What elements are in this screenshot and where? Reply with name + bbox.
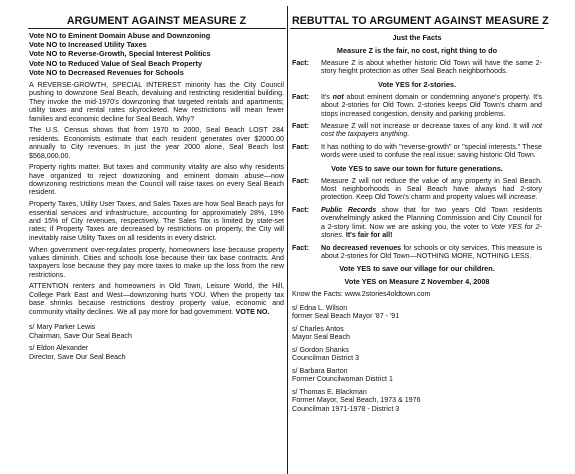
signer-title: Mayor Seal Beach (292, 333, 350, 342)
signer-name: s/ Thomas E. Blackman (292, 387, 367, 396)
vote-yes-date: Vote YES on Measure Z November 4, 2008 (344, 277, 490, 287)
fact-emphasis: No decreased revenues (321, 243, 402, 252)
fact-text (321, 93, 542, 118)
signer-name: s/ Mary Parker Lewis (29, 323, 96, 332)
vote-yes-2-stories: Vote YES for 2-stories. (378, 79, 456, 89)
signer-title: Former Mayor, Seal Beach, 1973 & 1976 (292, 396, 421, 405)
signer-block (292, 388, 542, 414)
just-facts-heading: Just the Facts (392, 33, 442, 42)
fair-subheading: Measure Z is the fair, no cost, right thing to do (336, 46, 498, 55)
vote-no-item: Vote NO to Reverse-Growth, Special Interest Politics (29, 49, 211, 59)
signer-name: s/ Eldon Alexander (29, 344, 89, 353)
fact-item (292, 93, 542, 118)
signer-name: s/ Edna L. Wilson (292, 303, 348, 312)
signer-block (29, 344, 284, 361)
vote-no-item: Vote NO to Increased Utility Taxes (29, 40, 147, 50)
fact-label: Fact: (292, 59, 309, 67)
fact-emphasis: Vote YES for 2-stories. (321, 222, 542, 240)
fact-text-part: Measure Z will not reduce the value of any property in Seal Beach. Most neighborhoods in Seal Beach have always had 2-story protection. Keep Old Town's charm and property values will (321, 176, 542, 202)
argument-paragraph: A REVERSE-GROWTH, SPECIAL INTEREST minority has the City Council pushing to downzone Seal Beach, devaluing and restricting residential building. They invoke the mid-1970's downzoning that targeted rentals and apartments; utility taxes and rental rates skyrocketed. New restrictions will mean fewer families and economic decline for Seal Beach. Why? (29, 81, 284, 123)
argument-column (29, 0, 284, 474)
fact-text-part: show that for two years Old Town residents overwhelmingly asked the Planning Commission and City Council for a 2-story limit. Now we are asking you, the voter to (321, 205, 542, 231)
fact-item (292, 122, 542, 139)
fact-text (321, 177, 542, 202)
signer-block (292, 346, 542, 363)
signer-block (292, 304, 542, 321)
signer-name: s/ Charles Antos (292, 324, 344, 333)
rebuttal-column (292, 0, 549, 474)
argument-paragraph: Property Taxes, Utility User Taxes, and Sales Taxes are how Seal Beach pays for essential services and infrastructure, accounting for approximately 28%, 19% and 15% of City revenues, respectively. The Sales Tax is limited by state-set rates; if Property Taxes are decreased by restrictions on property, the City will inevitably raise Utility Taxes on all residents in every district. (29, 200, 284, 242)
signer-title: former Seal Beach Mayor '87 - '91 (292, 312, 400, 321)
argument-paragraph: The U.S. Census shows that from 1970 to 2000, Seal Beach LOST 284 residents. Economists estimate that each resident generates over $2000.00 annually to City revenues. In just the year 2000 alone, Seal Beach lost $568,000.00. (29, 126, 284, 160)
fact-item (292, 143, 542, 160)
fact-text: Measure Z is about whether historic Old Town will have the same 2-story height protection as other Seal Beach neighborhoods. (321, 59, 542, 76)
attention-vote-no: VOTE NO. (235, 307, 270, 316)
fact-text-part: about eminent domain or condemning anyone's property. It's about 2-stories for Old Town. 2-stories keeps Old Town's charm and stops increased congestion, density and parking problems. (321, 92, 542, 118)
fact-item (292, 177, 542, 202)
fact-item (292, 244, 542, 261)
argument-paragraph: Property rights matter. But taxes and community vitality are also why residents have organized to reject downzoning and eminent domain abuse—now downzoning restrictions mean the Council will raise taxes on every Seal Beach resident. (29, 163, 284, 197)
fact-text (321, 122, 542, 139)
fact-emphasis: not cost the taxpayers anything. (321, 122, 542, 139)
signer-block (292, 367, 542, 384)
vote-no-item: Vote NO to Eminent Domain Abuse and Downzoning (29, 31, 211, 40)
fact-emphasis: Public Records (321, 205, 377, 214)
fact-emphasis: not (332, 92, 344, 101)
vote-no-item: Vote NO to Reduced Value of Seal Beach Property (29, 58, 203, 68)
signer-title: Former Councilwoman District 1 (292, 375, 393, 384)
signer-block (292, 325, 542, 342)
signer-block (29, 323, 284, 340)
fact-label: Fact: (292, 176, 309, 185)
argument-paragraph: When government over-regulates property, homeowners lose because property values diminish. Cities and schools lose because their tax base contracts. And taxpayers lose because they pay more taxes to make up the loss from the new restrictions. (29, 245, 284, 279)
vote-no-list (29, 31, 284, 77)
signer-name: s/ Barbara Barton (292, 366, 348, 375)
fact-label: Fact: (292, 142, 309, 151)
fact-item (292, 206, 542, 240)
fact-label: Fact: (292, 243, 309, 252)
column-divider (287, 6, 288, 474)
signer-title: Director, Save Our Seal Beach (29, 352, 126, 361)
rebuttal-title: REBUTTAL TO ARGUMENT AGAINST MEASURE Z (292, 15, 549, 27)
vote-yes-future: Vote YES to save our town for future generations. (331, 163, 503, 173)
fact-text-part: Measure Z will not increase or decrease taxes of any kind. It will (321, 122, 533, 131)
argument-title: ARGUMENT AGAINST MEASURE Z (66, 15, 247, 27)
signer-title: Councilman 1971-1978 - District 3 (292, 404, 400, 413)
fact-emphasis: It's fair for all! (343, 231, 393, 240)
signer-title: Chairman, Save Our Seal Beach (29, 331, 132, 340)
fact-label: Fact: (292, 122, 309, 131)
fact-text-part: for schools or city services. This measure is about 2-stories for Old Town—NOTHING MORE, NOTHING LESS. (321, 243, 543, 260)
vote-no-item: Vote NO to Decreased Revenues for Schools (29, 67, 184, 77)
signer-title: Councilman District 3 (292, 354, 360, 363)
fact-text-part: It's (321, 92, 333, 101)
fact-text: It has nothing to do with "reverse-growth" or "special interests." These words were used to confuse the real issue: saving historic Old Town. (321, 142, 542, 160)
signer-name: s/ Gordon Shanks (292, 345, 349, 354)
attention-paragraph (29, 282, 284, 316)
vote-yes-village: Vote YES to save our village for our children. (339, 264, 495, 274)
know-facts-line: Know the Facts: www.2stories4oldtown.com (292, 290, 431, 299)
fact-emphasis: increase. (508, 193, 538, 202)
fact-label: Fact: (292, 92, 309, 101)
fact-label: Fact: (292, 205, 309, 214)
fact-text (321, 206, 542, 240)
fact-text (321, 244, 542, 261)
attention-text: ATTENTION renters and homeowners in Old Town, Leisure World, the Hill, College Park East and West—downzoning hurts YOU. When the property tax base shrinks because restrictions destroy property value, economic and community vitality declines. We all pay more for bad government. (29, 282, 284, 316)
fact-item (292, 59, 542, 76)
